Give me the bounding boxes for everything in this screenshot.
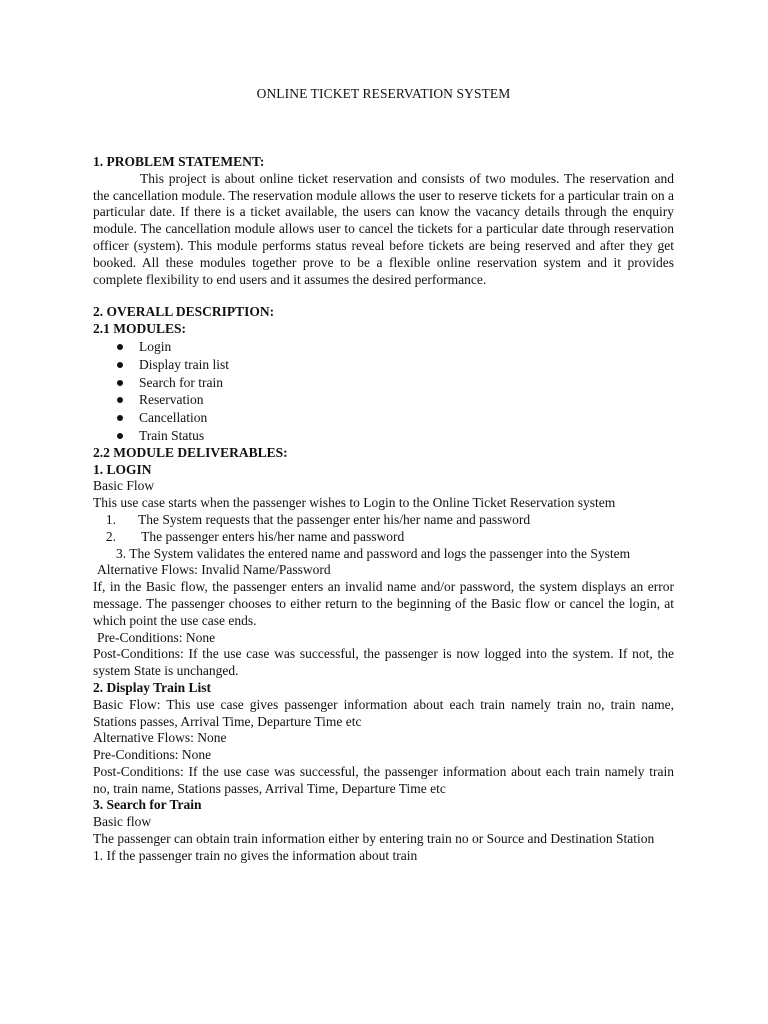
display-pre-conditions: Pre-Conditions: None (93, 747, 212, 763)
login-step-3: 3. The System validates the entered name and password and logs the passenger into the System (116, 545, 631, 561)
list-item: Display train list (115, 356, 674, 374)
search-train-heading: 3. Search for Train (93, 797, 202, 813)
login-alt-flows: Alternative Flows: Invalid Name/Password (97, 562, 331, 578)
login-alt-text: If, in the Basic flow, the passenger enters an invalid name and/or password, the system displays an error message. The passenger chooses to either return to the beginning of the Basic flow or cancel the login, at which point the use case ends. (93, 579, 674, 628)
bullet-icon (117, 380, 123, 386)
list-item: Login (115, 338, 674, 356)
display-post-conditions: Post-Conditions: If the use case was successful, the passenger information about each train namely train no, train name, Stations passes, Arrival Time, Departure Time etc (93, 763, 674, 796)
search-basic-flow-label: Basic flow (93, 814, 152, 830)
bullet-icon (117, 415, 123, 421)
login-heading: 1. LOGIN (93, 461, 152, 477)
search-text: The passenger can obtain train information either by entering train no or Source and Destination Station (93, 831, 655, 847)
bullet-icon (117, 344, 123, 350)
login-pre-conditions: Pre-Conditions: None (97, 629, 216, 645)
modules-list (93, 338, 674, 445)
problem-statement-heading: 1. PROBLEM STATEMENT: (93, 154, 265, 169)
display-alt-flows: Alternative Flows: None (93, 730, 227, 746)
login-basic-flow-label: Basic Flow (93, 478, 155, 494)
list-item: Reservation (115, 391, 674, 409)
list-item: 2. The passenger enters his/her name and password (105, 528, 405, 544)
display-basic-flow: Basic Flow: This use case gives passenger information about each train namely train no, train name, Stations passes, Arrival Time, Departure Time etc (93, 696, 674, 729)
list-item: Cancellation (115, 409, 674, 427)
login-post-conditions: Post-Conditions: If the use case was successful, the passenger is now logged into the system. If not, the system State is unchanged. (93, 646, 674, 679)
modules-heading: 2.1 MODULES: (93, 321, 187, 337)
spacer (93, 288, 674, 304)
display-train-list-heading: 2. Display Train List (93, 679, 212, 695)
search-item-1: 1. If the passenger train no gives the information about train (93, 847, 418, 863)
module-deliverables-heading: 2.2 MODULE DELIVERABLES: (93, 444, 288, 460)
problem-statement-body: This project is about online ticket reservation and consists of two modules. The reservation and the cancellation module. The reservation module allows the user to reserve tickets for a particular train on a particular date. If there is a ticket available, the users can know the vacancy details through the enquiry module. The cancellation module allows user to cancel the tickets for a particular date through reservation officer (system). This module performs status reveal before tickets are being reserved and after they get booked. All these modules together prove to be a flexible online reservation system and it provides complete flexibility to end users and it assumes the desired performance. (93, 170, 674, 287)
document-title: ONLINE TICKET RESERVATION SYSTEM (256, 86, 511, 101)
bullet-icon (117, 397, 123, 403)
bullet-icon (117, 433, 123, 439)
list-item: Train Status (115, 427, 674, 445)
overall-description-heading: 2. OVERALL DESCRIPTION: (93, 304, 275, 320)
bullet-icon (117, 362, 123, 368)
list-item: Search for train (115, 374, 674, 392)
login-intro: This use case starts when the passenger wishes to Login to the Online Ticket Reservation system (93, 495, 616, 511)
list-item: 1. The System requests that the passenger enter his/her name and password (105, 511, 531, 527)
login-steps (93, 512, 674, 546)
